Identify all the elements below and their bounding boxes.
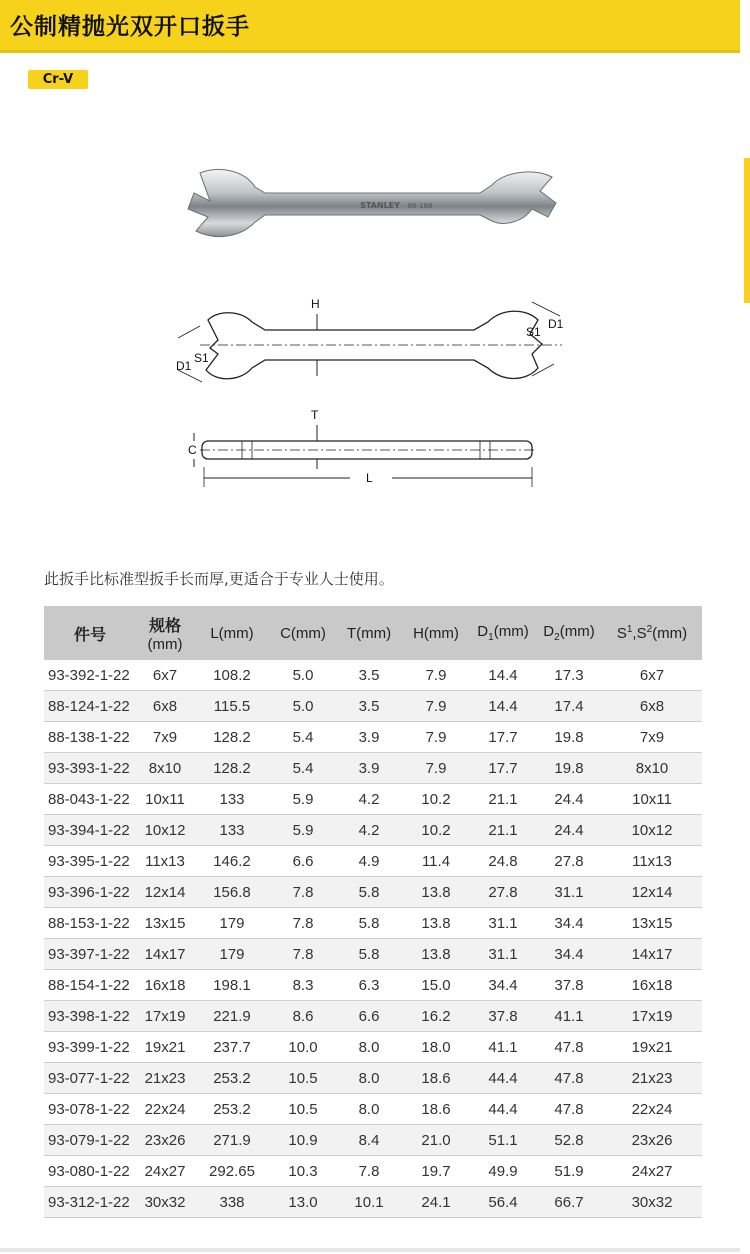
photo-brand: STANLEY xyxy=(360,201,400,210)
col-spec-label: 规格 xyxy=(148,618,181,635)
table-cell: 19x21 xyxy=(136,1032,194,1063)
table-cell: 23x26 xyxy=(602,1125,702,1156)
table-cell: 21x23 xyxy=(136,1063,194,1094)
table-cell: 10.5 xyxy=(270,1063,336,1094)
table-cell: 34.4 xyxy=(536,908,602,939)
table-cell: 128.2 xyxy=(194,722,270,753)
table-cell: 8.0 xyxy=(336,1063,402,1094)
table-cell: 93-399-1-22 xyxy=(44,1032,136,1063)
table-cell: 156.8 xyxy=(194,877,270,908)
table-cell: 6x8 xyxy=(602,691,702,722)
table-row xyxy=(44,877,702,908)
table-row xyxy=(44,970,702,1001)
table-cell: 8.4 xyxy=(336,1125,402,1156)
table-cell: 16x18 xyxy=(136,970,194,1001)
table-cell: 6.6 xyxy=(270,846,336,877)
label-T: T xyxy=(311,408,319,422)
table-cell: 37.8 xyxy=(470,1001,536,1032)
table-cell: 7.8 xyxy=(270,908,336,939)
table-cell: 44.4 xyxy=(470,1094,536,1125)
table-cell: 8x10 xyxy=(602,753,702,784)
table-cell: 17.4 xyxy=(536,691,602,722)
table-cell: 133 xyxy=(194,815,270,846)
table-cell: 34.4 xyxy=(536,939,602,970)
table-cell: 8.0 xyxy=(336,1032,402,1063)
table-cell: 22x24 xyxy=(136,1094,194,1125)
table-cell: 56.4 xyxy=(470,1187,536,1218)
table-cell: 21.1 xyxy=(470,784,536,815)
table-cell: 108.2 xyxy=(194,660,270,691)
table-cell: 5.0 xyxy=(270,691,336,722)
table-cell: 3.9 xyxy=(336,722,402,753)
table-cell: 44.4 xyxy=(470,1063,536,1094)
table-row xyxy=(44,753,702,784)
table-cell: 5.8 xyxy=(336,877,402,908)
table-cell: 37.8 xyxy=(536,970,602,1001)
table-cell: 11.4 xyxy=(402,846,470,877)
table-cell: 3.9 xyxy=(336,753,402,784)
col-h: H(mm) xyxy=(402,606,470,660)
table-cell: 10.0 xyxy=(270,1032,336,1063)
table-cell: 51.1 xyxy=(470,1125,536,1156)
table-cell: 14.4 xyxy=(470,660,536,691)
accent-strip xyxy=(744,158,750,303)
table-row xyxy=(44,1125,702,1156)
table-cell: 47.8 xyxy=(536,1094,602,1125)
table-cell: 24x27 xyxy=(136,1156,194,1187)
label-D1-right: D1 xyxy=(548,317,564,331)
table-cell: 93-395-1-22 xyxy=(44,846,136,877)
col-s: $S^1,S^2(mm)$ xyxy=(602,606,702,660)
table-cell: 11x13 xyxy=(136,846,194,877)
table-cell: 47.8 xyxy=(536,1032,602,1063)
table-cell: 10x12 xyxy=(136,815,194,846)
col-d1: $D_1(mm)$ xyxy=(470,606,536,660)
table-cell: 30x32 xyxy=(602,1187,702,1218)
table-cell: 88-043-1-22 xyxy=(44,784,136,815)
table-cell: 18.0 xyxy=(402,1032,470,1063)
table-row xyxy=(44,815,702,846)
table-cell: 115.5 xyxy=(194,691,270,722)
table-cell: 31.1 xyxy=(470,939,536,970)
table-cell: 41.1 xyxy=(470,1032,536,1063)
table-cell: 221.9 xyxy=(194,1001,270,1032)
table-header-row xyxy=(44,606,702,660)
table-cell: 16.2 xyxy=(402,1001,470,1032)
table-cell: 7.9 xyxy=(402,753,470,784)
table-cell: 31.1 xyxy=(470,908,536,939)
table-cell: 21.0 xyxy=(402,1125,470,1156)
table-cell: 4.2 xyxy=(336,784,402,815)
table-cell: 47.8 xyxy=(536,1063,602,1094)
table-cell: 6x8 xyxy=(136,691,194,722)
table-cell: 6x7 xyxy=(136,660,194,691)
table-cell: 237.7 xyxy=(194,1032,270,1063)
table-cell: 93-079-1-22 xyxy=(44,1125,136,1156)
table-cell: 15.0 xyxy=(402,970,470,1001)
table-row xyxy=(44,784,702,815)
wrench-side-diagram xyxy=(180,405,550,495)
table-row xyxy=(44,1094,702,1125)
table-cell: 179 xyxy=(194,939,270,970)
table-cell: 13.8 xyxy=(402,908,470,939)
col-spec-unit: (mm) xyxy=(147,636,183,653)
table-cell: 4.9 xyxy=(336,846,402,877)
table-cell: 17.7 xyxy=(470,722,536,753)
table-cell: 12x14 xyxy=(136,877,194,908)
table-cell: 11x13 xyxy=(602,846,702,877)
label-C: C xyxy=(188,443,197,457)
table-cell: 3.5 xyxy=(336,660,402,691)
table-cell: 19x21 xyxy=(602,1032,702,1063)
table-cell: 13.8 xyxy=(402,877,470,908)
material-badge: Cr-V xyxy=(28,70,88,89)
table-cell: 128.2 xyxy=(194,753,270,784)
table-cell: 7x9 xyxy=(602,722,702,753)
table-cell: 292.65 xyxy=(194,1156,270,1187)
table-cell: 17.7 xyxy=(470,753,536,784)
table-row xyxy=(44,1156,702,1187)
table-cell: 49.9 xyxy=(470,1156,536,1187)
table-cell: 4.2 xyxy=(336,815,402,846)
table-cell: 93-394-1-22 xyxy=(44,815,136,846)
table-cell: 10x11 xyxy=(602,784,702,815)
col-spec xyxy=(136,606,194,660)
table-cell: 8.6 xyxy=(270,1001,336,1032)
table-cell: 338 xyxy=(194,1187,270,1218)
table-cell: 30x32 xyxy=(136,1187,194,1218)
table-cell: 21.1 xyxy=(470,815,536,846)
table-cell: 24.1 xyxy=(402,1187,470,1218)
table-cell: 24.4 xyxy=(536,815,602,846)
col-t: T(mm) xyxy=(336,606,402,660)
table-cell: 18.6 xyxy=(402,1094,470,1125)
table-cell: 17x19 xyxy=(602,1001,702,1032)
table-cell: 7.9 xyxy=(402,691,470,722)
table-row xyxy=(44,846,702,877)
table-cell: 5.8 xyxy=(336,939,402,970)
table-cell: 24.4 xyxy=(536,784,602,815)
table-cell: 19.8 xyxy=(536,753,602,784)
table-cell: 146.2 xyxy=(194,846,270,877)
photo-model: 88-168 xyxy=(407,202,433,210)
table-cell: 5.9 xyxy=(270,784,336,815)
table-cell: 88-138-1-22 xyxy=(44,722,136,753)
label-S1-left: S1 xyxy=(194,351,209,365)
label-H: H xyxy=(311,297,320,311)
table-cell: 5.9 xyxy=(270,815,336,846)
table-cell: 93-077-1-22 xyxy=(44,1063,136,1094)
table-cell: 51.9 xyxy=(536,1156,602,1187)
table-cell: 8x10 xyxy=(136,753,194,784)
table-cell: 13.8 xyxy=(402,939,470,970)
table-cell: 17x19 xyxy=(136,1001,194,1032)
table-cell: 13x15 xyxy=(602,908,702,939)
table-cell: 10.9 xyxy=(270,1125,336,1156)
wrench-photo xyxy=(180,165,570,245)
header-bar xyxy=(0,0,740,53)
table-cell: 31.1 xyxy=(536,877,602,908)
table-cell: 7.9 xyxy=(402,660,470,691)
table-cell: 7x9 xyxy=(136,722,194,753)
spec-table-body xyxy=(44,660,702,1218)
table-cell: 8.0 xyxy=(336,1094,402,1125)
table-cell: 27.8 xyxy=(470,877,536,908)
table-cell: 10.1 xyxy=(336,1187,402,1218)
table-row xyxy=(44,1001,702,1032)
table-cell: 14x17 xyxy=(602,939,702,970)
bottom-divider xyxy=(0,1248,740,1252)
table-cell: 18.6 xyxy=(402,1063,470,1094)
table-cell: 13.0 xyxy=(270,1187,336,1218)
table-cell: 12x14 xyxy=(602,877,702,908)
table-cell: 24.8 xyxy=(470,846,536,877)
table-cell: 5.4 xyxy=(270,753,336,784)
table-cell: 3.5 xyxy=(336,691,402,722)
table-cell: 93-398-1-22 xyxy=(44,1001,136,1032)
table-row xyxy=(44,1063,702,1094)
table-cell: 271.9 xyxy=(194,1125,270,1156)
table-cell: 88-124-1-22 xyxy=(44,691,136,722)
table-cell: 10.2 xyxy=(402,815,470,846)
table-cell: 10.3 xyxy=(270,1156,336,1187)
table-cell: 5.0 xyxy=(270,660,336,691)
table-row xyxy=(44,908,702,939)
label-D1-left: D1 xyxy=(176,359,192,373)
table-cell: 16x18 xyxy=(602,970,702,1001)
col-c: C(mm) xyxy=(270,606,336,660)
table-cell: 93-080-1-22 xyxy=(44,1156,136,1187)
table-cell: 19.7 xyxy=(402,1156,470,1187)
table-cell: 5.4 xyxy=(270,722,336,753)
page-title: 公制精抛光双开口扳手 xyxy=(10,14,250,40)
table-row xyxy=(44,660,702,691)
product-description: 此扳手比标准型扳手长而厚,更适合于专业人士使用。 xyxy=(44,570,394,588)
table-cell: 93-393-1-22 xyxy=(44,753,136,784)
table-cell: 10x11 xyxy=(136,784,194,815)
table-cell: 17.3 xyxy=(536,660,602,691)
table-row xyxy=(44,1187,702,1218)
table-cell: 27.8 xyxy=(536,846,602,877)
table-cell: 21x23 xyxy=(602,1063,702,1094)
table-cell: 34.4 xyxy=(470,970,536,1001)
table-cell: 6.3 xyxy=(336,970,402,1001)
table-cell: 66.7 xyxy=(536,1187,602,1218)
table-cell: 6x7 xyxy=(602,660,702,691)
table-cell: 23x26 xyxy=(136,1125,194,1156)
label-L: L xyxy=(366,471,373,485)
table-cell: 10.5 xyxy=(270,1094,336,1125)
table-cell: 14x17 xyxy=(136,939,194,970)
table-cell: 10.2 xyxy=(402,784,470,815)
table-cell: 88-153-1-22 xyxy=(44,908,136,939)
table-cell: 133 xyxy=(194,784,270,815)
table-cell: 7.8 xyxy=(270,877,336,908)
table-cell: 253.2 xyxy=(194,1094,270,1125)
table-cell: 6.6 xyxy=(336,1001,402,1032)
table-cell: 93-396-1-22 xyxy=(44,877,136,908)
table-row xyxy=(44,691,702,722)
table-cell: 253.2 xyxy=(194,1063,270,1094)
table-cell: 93-397-1-22 xyxy=(44,939,136,970)
table-row xyxy=(44,939,702,970)
table-cell: 93-312-1-22 xyxy=(44,1187,136,1218)
table-cell: 8.3 xyxy=(270,970,336,1001)
table-row xyxy=(44,1032,702,1063)
table-cell: 88-154-1-22 xyxy=(44,970,136,1001)
table-cell: 10x12 xyxy=(602,815,702,846)
label-S1-right: S1 xyxy=(526,325,541,339)
table-cell: 13x15 xyxy=(136,908,194,939)
table-cell: 179 xyxy=(194,908,270,939)
table-cell: 93-078-1-22 xyxy=(44,1094,136,1125)
table-cell: 52.8 xyxy=(536,1125,602,1156)
spec-table xyxy=(44,606,702,1218)
table-row xyxy=(44,722,702,753)
col-d2: $D_2(mm)$ xyxy=(536,606,602,660)
col-part-no: 件号 xyxy=(44,606,136,660)
table-cell: 19.8 xyxy=(536,722,602,753)
table-cell: 7.9 xyxy=(402,722,470,753)
table-cell: 14.4 xyxy=(470,691,536,722)
table-cell: 93-392-1-22 xyxy=(44,660,136,691)
table-cell: 7.8 xyxy=(270,939,336,970)
table-cell: 198.1 xyxy=(194,970,270,1001)
table-cell: 22x24 xyxy=(602,1094,702,1125)
table-cell: 7.8 xyxy=(336,1156,402,1187)
col-l: L(mm) xyxy=(194,606,270,660)
table-cell: 24x27 xyxy=(602,1156,702,1187)
wrench-top-diagram xyxy=(170,292,590,407)
table-cell: 41.1 xyxy=(536,1001,602,1032)
table-cell: 5.8 xyxy=(336,908,402,939)
